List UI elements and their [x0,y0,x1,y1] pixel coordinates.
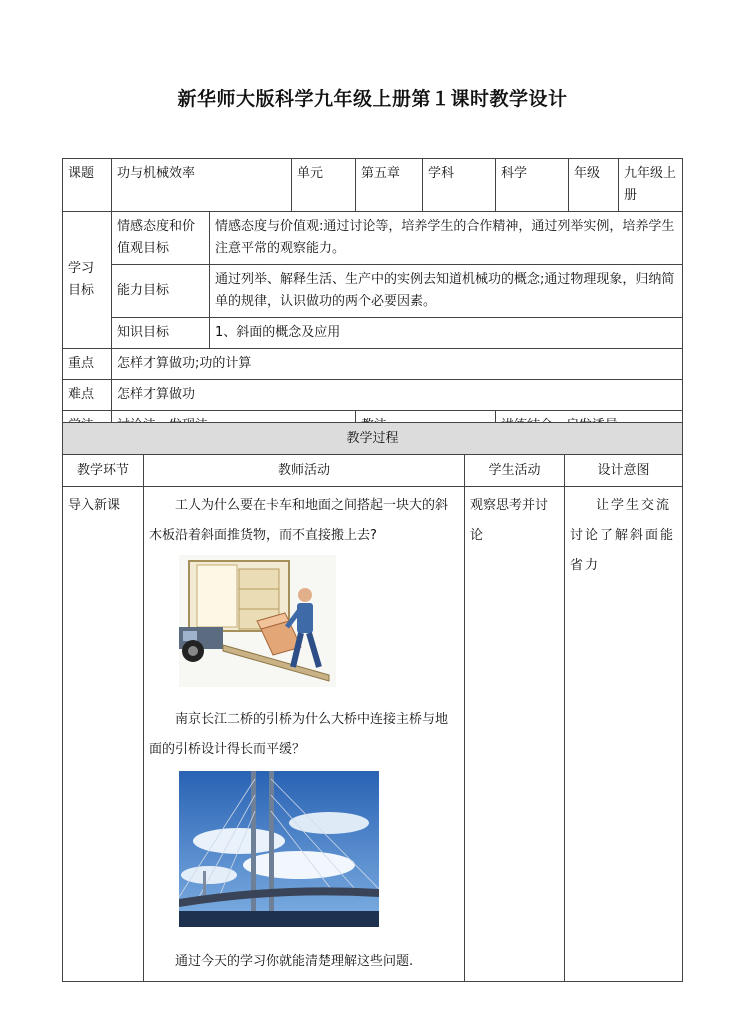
goal-name: 情感态度和价值观目标 [112,212,210,265]
truck-ramp-image [179,555,336,687]
bridge-image [179,771,379,927]
column-header: 设计意图 [565,455,683,487]
teacher-question-2: 南京长江二桥的引桥为什么大桥中连接主桥与地面的引桥设计得长而平缓？ [149,712,449,757]
goal-name: 能力目标 [112,265,210,318]
goal-text: 1、斜面的概念及应用 [210,318,683,349]
student-activity-cell: 观察思考并讨论 [465,487,565,982]
goals-label: 学习目标 [63,212,112,349]
topic-label: 课题 [63,159,112,212]
unit-label: 单元 [292,159,356,212]
unit-value: 第五章 [356,159,423,212]
page-title: 新华师大版科学九年级上册第１课时教学设计 [177,88,568,110]
key-point-text: 怎样才算做功;功的计算 [112,349,683,380]
design-intent-cell: 让学生交流讨论了解斜面能省力 [565,487,683,982]
grade-value: 九年级上册 [619,159,683,212]
column-header: 教学环节 [63,455,144,487]
subject-label: 学科 [423,159,496,212]
subject-value: 科学 [496,159,569,212]
goal-text: 情感态度与价值观:通过讨论等，培养学生的合作精神，通过列举实例，培养学生注意平常的观察能力。 [210,212,683,265]
column-header: 教师活动 [144,455,465,487]
stage-cell: 导入新课 [63,487,144,982]
goal-name: 知识目标 [112,318,210,349]
process-table [62,422,683,982]
teacher-activity-cell [144,487,465,982]
teacher-question-1: 工人为什么要在卡车和地面之间搭起一块大的斜木板沿着斜面推货物，而不直接搬上去? [149,498,449,543]
difficulty-text: 怎样才算做功 [112,380,683,411]
info-table [62,158,683,442]
goal-text: 通过列举、解释生活、生产中的实例去知道机械功的概念;通过物理现象，归纳简单的规律，认识做功的两个必要因素。 [210,265,683,318]
topic-value: 功与机械效率 [112,159,292,212]
key-point-label: 重点 [63,349,112,380]
teacher-closing: 通过今天的学习你就能清楚理解这些问题. [175,954,414,969]
column-header: 学生活动 [465,455,565,487]
difficulty-label: 难点 [63,380,112,411]
process-title: 教学过程 [63,423,683,455]
grade-label: 年级 [569,159,619,212]
